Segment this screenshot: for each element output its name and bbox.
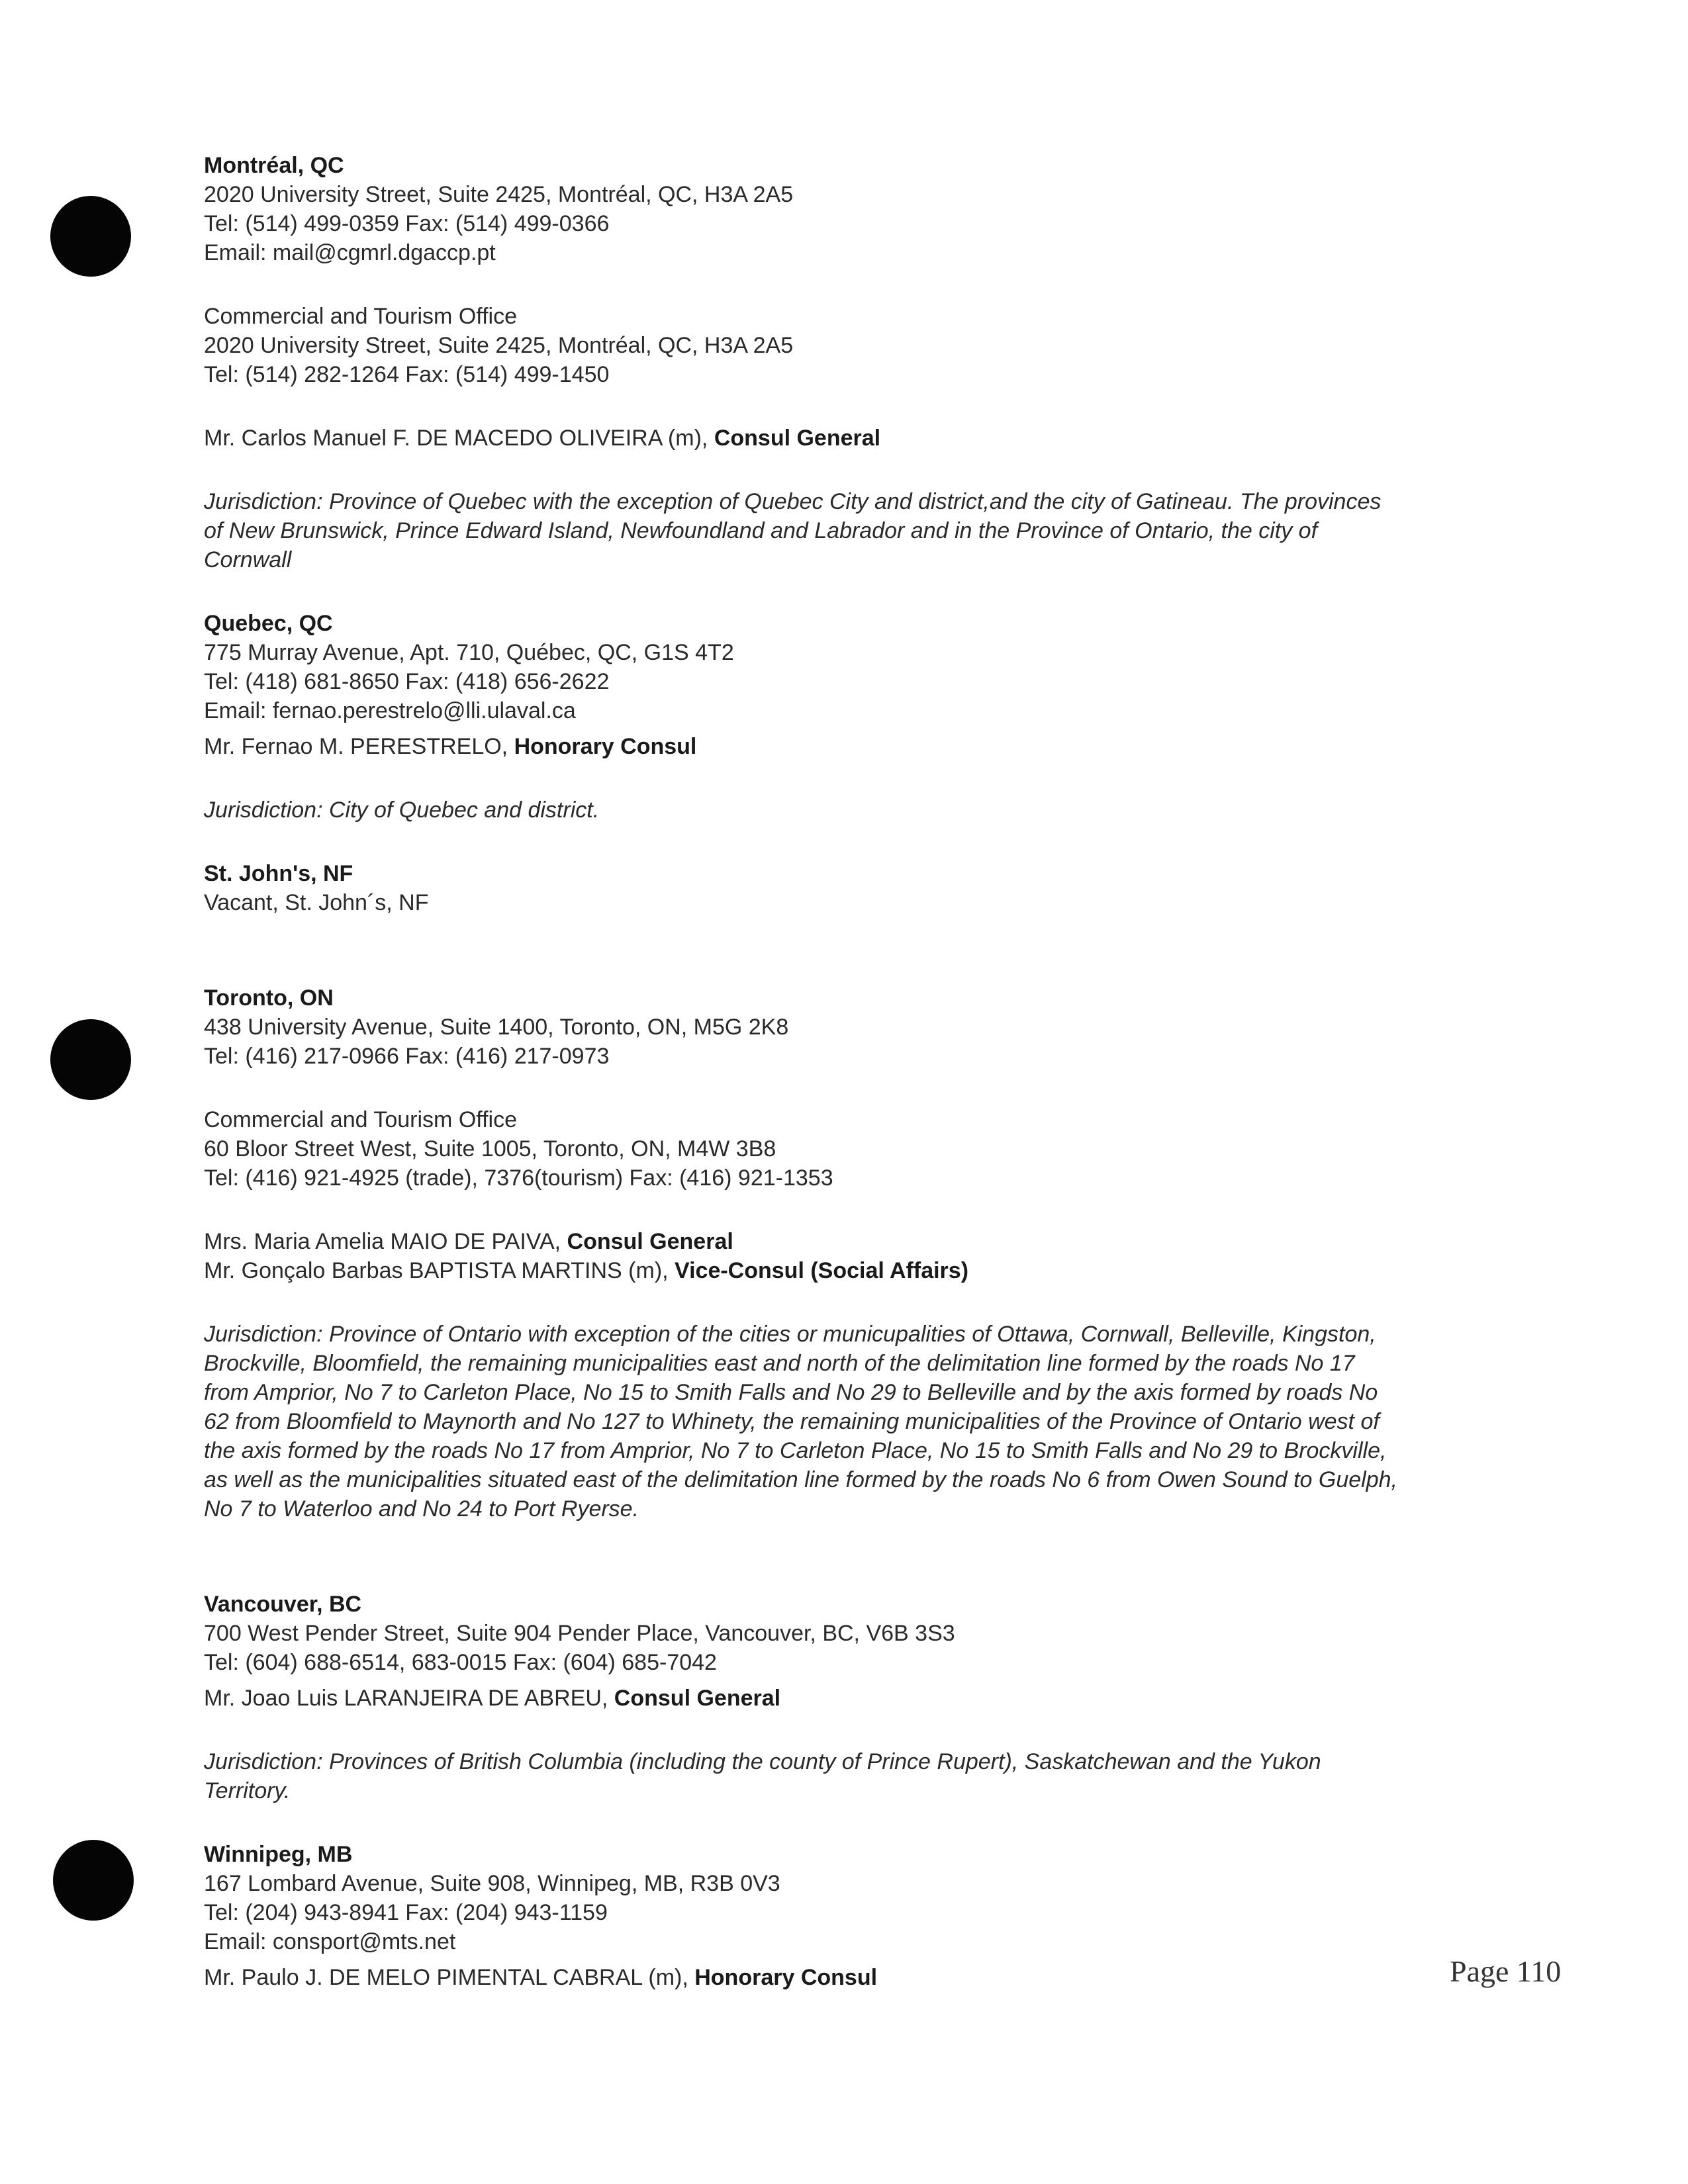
consul-role: Consul General bbox=[714, 426, 881, 451]
phone-fax: Tel: (204) 943-8941 Fax: (204) 943-1159 bbox=[204, 1900, 608, 1925]
jurisdiction-line: Jurisdiction: City of Quebec and district. bbox=[204, 797, 600, 823]
jurisdiction-line: Cornwall bbox=[204, 547, 292, 572]
consul-entry bbox=[204, 732, 1561, 761]
consul-name: Mr. Joao Luis LARANJEIRA DE ABREU, bbox=[204, 1686, 614, 1711]
office-phone-fax: Tel: (514) 282-1264 Fax: (514) 499-1450 bbox=[204, 362, 610, 387]
section-winnipeg bbox=[204, 1840, 1561, 1992]
jurisdiction-line: No 7 to Waterloo and No 24 to Port Ryerse. bbox=[204, 1496, 639, 1522]
consul-role: Honorary Consul bbox=[514, 734, 697, 759]
consulates-listing bbox=[204, 151, 1561, 1992]
address: 167 Lombard Avenue, Suite 908, Winnipeg, MB, R3B 0V3 bbox=[204, 1871, 780, 1896]
vice-consul-name: Mr. Gonçalo Barbas BAPTISTA MARTINS (m), bbox=[204, 1258, 675, 1283]
consul-name: Mr. Carlos Manuel F. DE MACEDO OLIVEIRA (m), bbox=[204, 426, 714, 451]
phone-fax: Tel: (604) 688-6514, 683-0015 Fax: (604) 685-7042 bbox=[204, 1650, 717, 1675]
city-heading: Vancouver, BC bbox=[204, 1592, 362, 1617]
consul-role: Honorary Consul bbox=[694, 1965, 878, 1990]
consul-entry bbox=[204, 1963, 1561, 1992]
jurisdiction-line: Jurisdiction: Province of Ontario with exception of the cities or municupalities of Ottawa, Cornwall, Belleville, Kingston, bbox=[204, 1322, 1376, 1347]
vice-consul-role: Vice-Consul (Social Affairs) bbox=[675, 1258, 969, 1283]
consul-role: Consul General bbox=[614, 1686, 781, 1711]
consul-entry bbox=[204, 1684, 1561, 1713]
section-toronto bbox=[204, 983, 1561, 1524]
city-heading: Quebec, QC bbox=[204, 611, 333, 636]
binder-hole-top bbox=[50, 196, 131, 277]
email: Email: mail@cgmrl.dgaccp.pt bbox=[204, 240, 496, 265]
office-address: 2020 University Street, Suite 2425, Montréal, QC, H3A 2A5 bbox=[204, 333, 794, 358]
section-montreal bbox=[204, 151, 1561, 574]
section-quebec bbox=[204, 609, 1561, 825]
jurisdiction-line: 62 from Bloomfield to Maynorth and No 127 to Whinety, the remaining municipalities of the Province of Ontario west of bbox=[204, 1409, 1380, 1434]
jurisdiction-line: the axis formed by the roads No 17 from Amprior, No 7 to Carleton Place, No 15 to Smith Falls and No 29 to Brockville, bbox=[204, 1438, 1387, 1463]
jurisdiction-line: Brockville, Bloomfield, the remaining municipalities east and north of the delimitation line formed by the roads No 17 bbox=[204, 1351, 1355, 1376]
phone-fax: Tel: (416) 217-0966 Fax: (416) 217-0973 bbox=[204, 1044, 610, 1069]
address: 2020 University Street, Suite 2425, Montréal, QC, H3A 2A5 bbox=[204, 182, 794, 207]
email: Email: fernao.perestrelo@lli.ulaval.ca bbox=[204, 698, 576, 723]
jurisdiction-line: Territory. bbox=[204, 1778, 291, 1803]
binder-hole-middle bbox=[50, 1019, 131, 1100]
address: 438 University Avenue, Suite 1400, Toronto, ON, M5G 2K8 bbox=[204, 1015, 789, 1040]
binder-hole-bottom bbox=[53, 1840, 134, 1921]
jurisdiction-line: as well as the municipalities situated east of the delimitation line formed by the roads No 6 from Owen Sound to Guelph, bbox=[204, 1467, 1397, 1492]
vice-consul-entry bbox=[204, 1256, 1561, 1285]
phone-fax: Tel: (514) 499-0359 Fax: (514) 499-0366 bbox=[204, 211, 610, 236]
jurisdiction-line: from Amprior, No 7 to Carleton Place, No 15 to Smith Falls and No 29 to Belleville and by the axis formed by roads No bbox=[204, 1380, 1378, 1405]
email: Email: consport@mts.net bbox=[204, 1929, 456, 1954]
office-title: Commercial and Tourism Office bbox=[204, 304, 518, 329]
phone-fax: Tel: (418) 681-8650 Fax: (418) 656-2622 bbox=[204, 669, 610, 694]
jurisdiction-line: Jurisdiction: Province of Quebec with the exception of Quebec City and district,and the city of Gatineau. The provinces bbox=[204, 489, 1382, 514]
consul-entry bbox=[204, 1227, 1561, 1256]
consul-name: Mr. Paulo J. DE MELO PIMENTAL CABRAL (m), bbox=[204, 1965, 695, 1990]
city-heading: Winnipeg, MB bbox=[204, 1842, 353, 1867]
city-heading: Montréal, QC bbox=[204, 153, 344, 178]
jurisdiction-line: Jurisdiction: Provinces of British Columbia (including the county of Prince Rupert), Saskatchewan and the Yukon bbox=[204, 1749, 1321, 1774]
consul-name: Mrs. Maria Amelia MAIO DE PAIVA, bbox=[204, 1229, 567, 1254]
city-heading: Toronto, ON bbox=[204, 985, 334, 1011]
office-title: Commercial and Tourism Office bbox=[204, 1107, 518, 1132]
vacant-note: Vacant, St. John´s, NF bbox=[204, 890, 429, 915]
section-st-johns bbox=[204, 859, 1561, 917]
city-heading: St. John's, NF bbox=[204, 861, 353, 886]
address: 700 West Pender Street, Suite 904 Pender Place, Vancouver, BC, V6B 3S3 bbox=[204, 1621, 955, 1646]
office-phone-fax: Tel: (416) 921-4925 (trade), 7376(tourism) Fax: (416) 921-1353 bbox=[204, 1165, 833, 1191]
consul-entry bbox=[204, 424, 1561, 453]
page-number: Page 110 bbox=[1450, 1954, 1562, 1988]
section-vancouver bbox=[204, 1590, 1561, 1805]
office-address: 60 Bloor Street West, Suite 1005, Toronto, ON, M4W 3B8 bbox=[204, 1136, 776, 1161]
jurisdiction-line: of New Brunswick, Prince Edward Island, Newfoundland and Labrador and in the Province of Ontario, the city of bbox=[204, 518, 1318, 543]
consul-role: Consul General bbox=[567, 1229, 733, 1254]
address: 775 Murray Avenue, Apt. 710, Québec, QC, G1S 4T2 bbox=[204, 640, 734, 665]
consul-name: Mr. Fernao M. PERESTRELO, bbox=[204, 734, 514, 759]
